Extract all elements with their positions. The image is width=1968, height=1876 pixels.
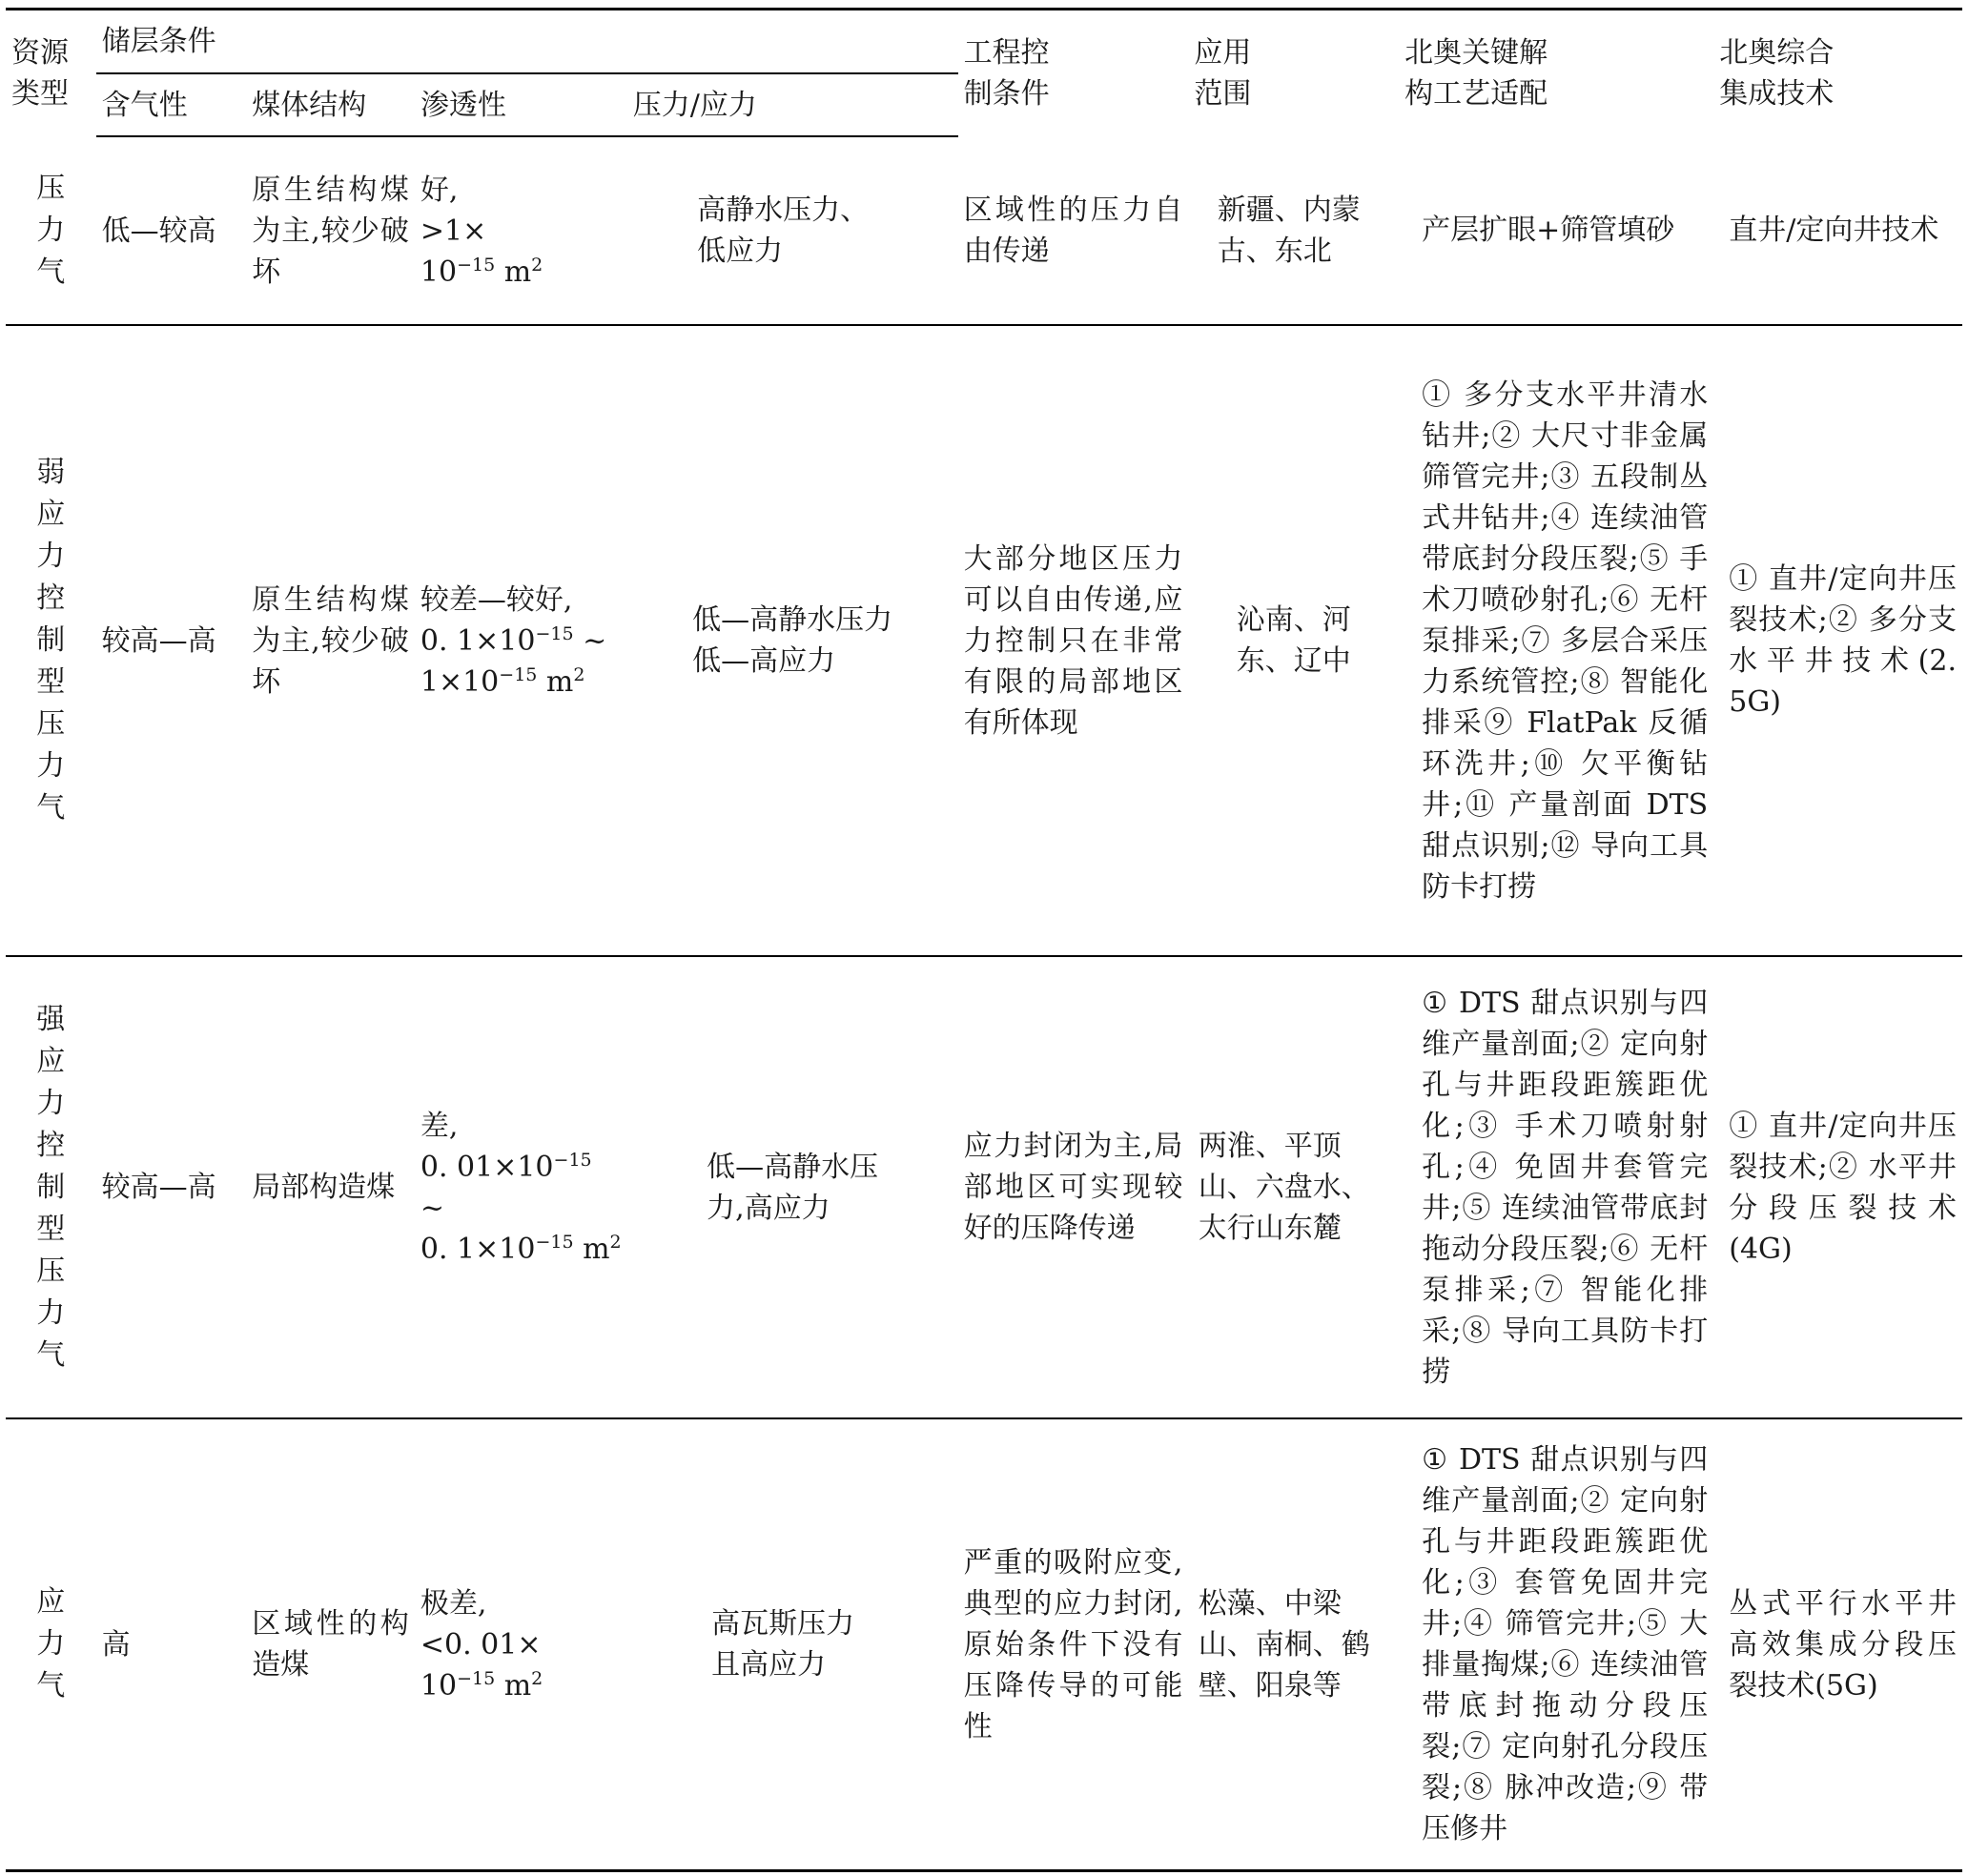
coalbed-methane-table bbox=[6, 8, 1962, 1872]
cell-integrated-tech: ① 直井/定向井压裂技术;② 水平井分段压裂技术(4G) bbox=[1713, 956, 1962, 1418]
cell-integrated-tech: 丛式平行水平井高效集成分段压裂技术(5G) bbox=[1713, 1418, 1962, 1871]
cell-key-process: ① DTS 甜点识别与四维产量剖面;② 定向射孔与井距段距簇距优化;③ 手术刀喷射射孔;④ 免固井套管完井;⑤ 连续油管带底封拖动分段压裂;⑥ 无杆泵排采;⑦ 智能化排采;⑧ 导向工具防卡打捞 bbox=[1399, 956, 1713, 1418]
cell-resource-type: 压力气 bbox=[6, 136, 96, 325]
cell-application-scope: 松藻、中梁山、南桐、鹤壁、阳泉等 bbox=[1188, 1418, 1399, 1871]
cell-gas-content: 高 bbox=[96, 1418, 247, 1871]
cell-engineering-control: 区域性的压力自由传递 bbox=[958, 136, 1189, 325]
cell-gas-content: 低—较高 bbox=[96, 136, 247, 325]
cell-pressure-stress: 高瓦斯压力且高应力 bbox=[627, 1418, 958, 1871]
cell-resource-type: 弱应力控制型压力气 bbox=[6, 325, 96, 956]
cell-permeability: 好, >1× $10^{-15}$ $m^2$ bbox=[415, 136, 627, 325]
cell-coal-structure: 原生结构煤为主,较少破坏 bbox=[246, 136, 415, 325]
cell-key-process: ① 多分支水平井清水钻井;② 大尺寸非金属筛管完井;③ 五段制丛式井钻井;④ 连续油管带底封分段压裂;⑤ 手术刀喷砂射孔;⑥ 无杆泵排采;⑦ 多层合采压力系统管控;⑧ 智能化排采⑨ FlatPak 反循环洗井;⑩ 欠平衡钻井;⑪ 产量剖面 DTS 甜点识别;⑫ 导向工具防卡打捞 bbox=[1399, 325, 1713, 956]
cell-pressure-stress: 高静水压力、低应力 bbox=[627, 136, 958, 325]
cell-engineering-control: 严重的吸附应变,典型的应力封闭,原始条件下没有压降传导的可能性 bbox=[958, 1418, 1189, 1871]
cell-engineering-control: 应力封闭为主,局部地区可实现较好的压降传递 bbox=[958, 956, 1189, 1418]
cell-gas-content: 较高—高 bbox=[96, 325, 247, 956]
cell-permeability: 差, 0. $01\times 10^{-15}$ ~ 0. $1\times 10^{-15}$ $m^2$ bbox=[415, 956, 627, 1418]
cell-permeability: 极差, <0. 01× $10^{-15}$ $m^2$ bbox=[415, 1418, 627, 1871]
table-header bbox=[6, 10, 1962, 137]
cell-key-process: 产层扩眼+筛管填砂 bbox=[1399, 136, 1713, 325]
cell-coal-structure: 原生结构煤为主,较少破坏 bbox=[246, 325, 415, 956]
header-beiao-integrated: 北奥综合集成技术 bbox=[1713, 10, 1962, 137]
cell-engineering-control: 大部分地区压力可以自由传递,应力控制只在非常有限的局部地区有所体现 bbox=[958, 325, 1189, 956]
header-coal-structure: 煤体结构 bbox=[246, 73, 415, 136]
header-gas-content: 含气性 bbox=[96, 73, 247, 136]
cell-pressure-stress: 低—高静水压力,高应力 bbox=[627, 956, 958, 1418]
cell-key-process: ① DTS 甜点识别与四维产量剖面;② 定向射孔与井距段距簇距优化;③ 套管免固井完井;④ 筛管完井;⑤ 大排量掏煤;⑥ 连续油管带底封拖动分段压裂;⑦ 定向射孔分段压裂;⑧ 脉冲改造;⑨ 带压修井 bbox=[1399, 1418, 1713, 1871]
cell-resource-type: 应力气 bbox=[6, 1418, 96, 1871]
cell-coal-structure: 区域性的构造煤 bbox=[246, 1418, 415, 1871]
table-row bbox=[6, 325, 1962, 956]
header-application-scope: 应用范围 bbox=[1188, 10, 1399, 137]
cell-application-scope: 新疆、内蒙古、东北 bbox=[1188, 136, 1399, 325]
table-row bbox=[6, 956, 1962, 1418]
cell-application-scope: 两淮、平顶山、六盘水、太行山东麓 bbox=[1188, 956, 1399, 1418]
table-row bbox=[6, 136, 1962, 325]
cell-resource-type: 强应力控制型压力气 bbox=[6, 956, 96, 1418]
cell-application-scope: 沁南、河东、辽中 bbox=[1188, 325, 1399, 956]
header-resource-type: 资源类型 bbox=[6, 10, 96, 137]
cell-gas-content: 较高—高 bbox=[96, 956, 247, 1418]
cell-permeability: 较差—较好, 0. $1\times 10^{-15}$ ~ $1\times 10^{-15}$ $m^2$ bbox=[415, 325, 627, 956]
header-beiao-key-process: 北奥关键解构工艺适配 bbox=[1399, 10, 1713, 137]
header-engineering-control: 工程控制条件 bbox=[958, 10, 1189, 137]
cell-integrated-tech: 直井/定向井技术 bbox=[1713, 136, 1962, 325]
header-reservoir-conditions: 储层条件 bbox=[96, 10, 958, 74]
table-row bbox=[6, 1418, 1962, 1871]
cell-integrated-tech: ① 直井/定向井压裂技术;② 多分支水平井技术(2. 5G) bbox=[1713, 325, 1962, 956]
header-permeability: 渗透性 bbox=[415, 73, 627, 136]
cell-pressure-stress: 低—高静水压力低—高应力 bbox=[627, 325, 958, 956]
cell-coal-structure: 局部构造煤 bbox=[246, 956, 415, 1418]
header-pressure-stress: 压力/应力 bbox=[627, 73, 958, 136]
